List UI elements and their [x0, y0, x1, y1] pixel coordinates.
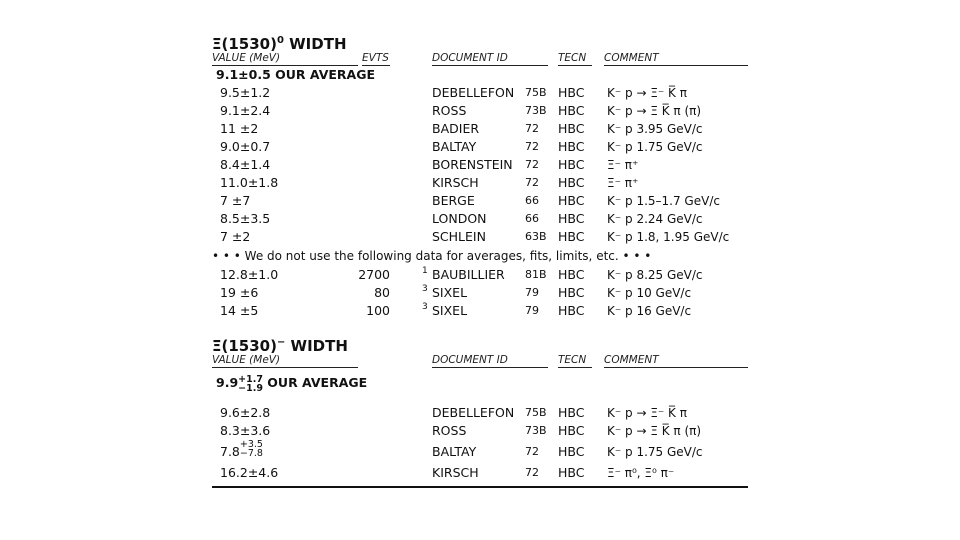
avg2-plus: +1.7 — [238, 373, 263, 385]
row-tecn: HBC — [558, 303, 585, 318]
avg2-errors — [238, 375, 263, 393]
row-doc: BALTAY — [432, 139, 477, 154]
row-value: 16.2±4.6 — [220, 465, 279, 480]
row-doc: SIXEL — [432, 303, 468, 318]
section1-rows — [212, 84, 748, 246]
table-row — [212, 210, 748, 228]
row-value — [220, 439, 263, 464]
row-value: 8.4±1.4 — [220, 157, 271, 172]
row-comment: K⁻ p 3.95 GeV/c — [607, 122, 703, 136]
asym-central: 7.8 — [220, 444, 240, 459]
table-row — [212, 102, 748, 120]
section2-title-sup: − — [276, 337, 286, 348]
table-row — [212, 120, 748, 138]
row-footnote: 3 — [422, 302, 428, 312]
row-year: 72 — [525, 445, 539, 458]
row-value: 9.5±1.2 — [220, 85, 271, 100]
row-year: 72 — [525, 158, 539, 171]
row-tecn: HBC — [558, 121, 585, 136]
row-footnote: 3 — [422, 284, 428, 294]
row-evts: 80 — [374, 285, 390, 300]
row-tecn: HBC — [558, 157, 585, 172]
row-year: 79 — [525, 286, 539, 299]
row-tecn: HBC — [558, 267, 585, 282]
section2-average — [212, 368, 748, 398]
row-value: 12.8±1.0 — [220, 267, 279, 282]
avg2-central: 9.9 — [216, 375, 239, 390]
section1-extra-rows — [212, 266, 748, 320]
row-year: 72 — [525, 176, 539, 189]
row-comment: K⁻ p 1.75 GeV/c — [607, 140, 703, 154]
row-doc: LONDON — [432, 211, 487, 226]
row-comment: K⁻ p → Ξ⁻ K̅ π — [607, 86, 687, 100]
row-footnote: 1 — [422, 266, 428, 276]
section1-header — [212, 52, 748, 66]
avg2-minus: −1.9 — [238, 382, 263, 394]
header-comment: COMMENT — [604, 52, 748, 66]
row-comment: Ξ⁻ π⁺ — [607, 158, 639, 172]
row-tecn: HBC — [558, 211, 585, 226]
row-year: 79 — [525, 304, 539, 317]
section1-title-suffix: WIDTH — [283, 35, 347, 53]
table-row — [212, 464, 748, 482]
row-comment: K⁻ p 8.25 GeV/c — [607, 268, 703, 282]
row-comment: K⁻ p 1.75 GeV/c — [607, 445, 703, 459]
row-doc: BALTAY — [432, 444, 477, 459]
section2-title-text: Ξ(1530) — [212, 337, 277, 355]
asym-minus: −7.8 — [239, 448, 263, 459]
table-row — [212, 302, 748, 320]
row-doc: SCHLEIN — [432, 229, 486, 244]
table-row — [212, 156, 748, 174]
row-doc: DEBELLEFON — [432, 405, 515, 420]
table-row — [212, 228, 748, 246]
row-value: 9.6±2.8 — [220, 405, 271, 420]
row-doc: BORENSTEIN — [432, 157, 513, 172]
row-year: 73B — [525, 104, 547, 117]
section1-title-text: Ξ(1530) — [212, 35, 277, 53]
row-comment: K⁻ p 1.8, 1.95 GeV/c — [607, 230, 730, 244]
row-doc: DEBELLEFON — [432, 85, 515, 100]
header-value: VALUE (MeV) — [212, 354, 358, 368]
row-value: 14 ±5 — [220, 303, 259, 318]
row-tecn: HBC — [558, 405, 585, 420]
row-year: 72 — [525, 122, 539, 135]
table-row — [212, 422, 748, 440]
row-doc: BERGE — [432, 193, 475, 208]
pdg-width-table — [212, 30, 748, 488]
header-document-id: DOCUMENT ID — [432, 52, 548, 66]
row-comment: K⁻ p → Ξ⁻ K̅ π — [607, 406, 687, 420]
table-row — [212, 284, 748, 302]
table-row — [212, 174, 748, 192]
row-value: 19 ±6 — [220, 285, 259, 300]
section2-header — [212, 354, 748, 368]
row-value: 9.0±0.7 — [220, 139, 271, 154]
row-comment: K⁻ p 1.5–1.7 GeV/c — [607, 194, 720, 208]
row-tecn: HBC — [558, 139, 585, 154]
section2-title — [212, 332, 748, 354]
row-year: 66 — [525, 212, 539, 225]
row-doc: SIXEL — [432, 285, 468, 300]
row-value: 8.3±3.6 — [220, 423, 271, 438]
row-year: 72 — [525, 466, 539, 479]
avg2-label: OUR AVERAGE — [262, 375, 368, 390]
table-row — [212, 138, 748, 156]
row-year: 73B — [525, 424, 547, 437]
header-tecn: TECN — [558, 354, 592, 368]
row-tecn: HBC — [558, 175, 585, 190]
row-tecn: HBC — [558, 85, 585, 100]
row-year: 75B — [525, 406, 547, 419]
row-evts: 2700 — [358, 267, 390, 282]
row-comment: Ξ⁻ π⁰, Ξ⁰ π⁻ — [607, 466, 675, 480]
row-comment: K⁻ p → Ξ K̅ π (π) — [607, 104, 702, 118]
row-tecn: HBC — [558, 423, 585, 438]
asym-plus: +3.5 — [239, 439, 263, 450]
section1-title — [212, 30, 748, 52]
row-tecn: HBC — [558, 285, 585, 300]
row-tecn: HBC — [558, 465, 585, 480]
row-doc: BAUBILLIER — [432, 267, 505, 282]
asym-errors — [240, 440, 263, 458]
table-row — [212, 192, 748, 210]
row-evts: 100 — [366, 303, 390, 318]
row-value: 9.1±2.4 — [220, 103, 271, 118]
table-row — [212, 266, 748, 284]
table-row — [212, 404, 748, 422]
section2-rows — [212, 404, 748, 440]
row-doc: BADIER — [432, 121, 480, 136]
row-value: 7 ±7 — [220, 193, 251, 208]
row-tecn: HBC — [558, 444, 585, 459]
section1-title-sup: 0 — [276, 35, 284, 46]
row-doc: ROSS — [432, 423, 467, 438]
section2-title-suffix: WIDTH — [285, 337, 348, 355]
row-value: 11 ±2 — [220, 121, 259, 136]
table-row — [212, 440, 748, 464]
row-tecn: HBC — [558, 193, 585, 208]
row-value: 8.5±3.5 — [220, 211, 271, 226]
header-comment: COMMENT — [604, 354, 748, 368]
row-value: 11.0±1.8 — [220, 175, 279, 190]
header-document-id: DOCUMENT ID — [432, 354, 548, 368]
row-year: 81B — [525, 268, 547, 281]
row-tecn: HBC — [558, 103, 585, 118]
header-evts: EVTS — [362, 52, 389, 64]
row-value: 7 ±2 — [220, 229, 251, 244]
row-year: 72 — [525, 140, 539, 153]
table-row — [212, 84, 748, 102]
section1-average: 9.1±0.5 OUR AVERAGE — [216, 67, 376, 82]
row-tecn: HBC — [558, 229, 585, 244]
row-doc: ROSS — [432, 103, 467, 118]
row-year: 66 — [525, 194, 539, 207]
row-comment: K⁻ p 2.24 GeV/c — [607, 212, 703, 226]
bottom-rule — [212, 486, 748, 488]
row-comment: K⁻ p → Ξ K̅ π (π) — [607, 424, 702, 438]
section1-note: • • • We do not use the following data for averages, fits, limits, etc. • • • — [212, 249, 652, 263]
header-value: VALUE (MeV) — [212, 52, 358, 66]
row-comment: K⁻ p 16 GeV/c — [607, 304, 692, 318]
row-comment: K⁻ p 10 GeV/c — [607, 286, 692, 300]
row-year: 63B — [525, 230, 547, 243]
row-year: 75B — [525, 86, 547, 99]
header-tecn: TECN — [558, 52, 592, 66]
row-comment: Ξ⁻ π⁺ — [607, 176, 639, 190]
row-doc: KIRSCH — [432, 175, 479, 190]
row-doc: KIRSCH — [432, 465, 479, 480]
